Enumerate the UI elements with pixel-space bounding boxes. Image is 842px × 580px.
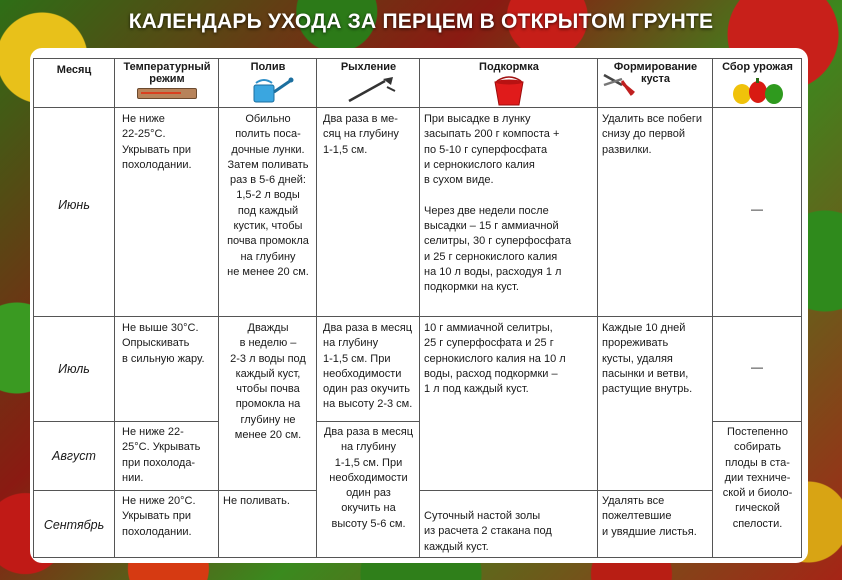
month-june: Июнь: [58, 198, 90, 212]
header-loosening: [317, 61, 420, 105]
header-shaping: [598, 61, 713, 85]
month-august: Август: [52, 449, 96, 463]
bucket-icon: [489, 75, 529, 107]
month-july: Июль: [58, 362, 90, 376]
header-harvest-label: Сбор урожая: [722, 61, 793, 73]
header-month: [33, 64, 115, 76]
june-watering: Обильно полить поса- дочные лунки. Затем поливать раз в 5-6 дней: 1,5-2 л воды под каждый кустик, чтобы почва промокла на глубину не менее 20 см.: [227, 113, 309, 278]
header-temperature-label: Температурный режим: [123, 61, 211, 85]
care-calendar-table: [30, 48, 808, 563]
june-harvest: —: [751, 202, 763, 216]
september-watering: Не поливать.: [223, 495, 290, 507]
june-shaping: Удалить все побеги снизу до первой развилки.: [602, 113, 702, 156]
header-harvest: [713, 61, 802, 106]
june-feeding: При высадке в лунку засыпать 200 г компоста + по 5-10 г суперфосфата и сернокислого калия в сухом виде. Через две недели после высадки – 15 г аммиачной селитры, 30 г суперфосфата и 25 г сернокислого калия на 10 л воды, расходуя 1 л подкормки на куст.: [424, 113, 572, 294]
september-shaping: Удалять все пожелтевшие и увядшие листья.: [602, 495, 697, 538]
september-feeding: Суточный настой золы из расчета 2 стакана под каждый куст.: [424, 510, 552, 553]
header-watering: [219, 61, 317, 105]
july-temperature: Не выше 30°С. Опрыскивать в сильную жару.: [122, 322, 205, 365]
hoe-icon: [339, 75, 399, 105]
july-harvest: —: [751, 360, 763, 374]
august-loosening: Два раза в месяц на глубину 1-1,5 см. При необходимости один раз окучить на высоту 5-6 см.: [323, 426, 413, 530]
header-watering-label: Полив: [250, 61, 286, 73]
august-temperature: Не ниже 22- 25°С. Укрывать при похолода- нии.: [122, 426, 201, 484]
header-feeding: [420, 61, 598, 107]
june-loosening: Два раза в ме- сяц на глубину 1-1,5 см.: [323, 113, 399, 156]
watering-can-icon: [238, 75, 298, 105]
thermometer-icon: [137, 88, 197, 99]
pruning-shears-icon: [598, 71, 638, 97]
header-temperature: [115, 61, 219, 99]
header-month-label: Месяц: [56, 64, 92, 76]
header-loosening-label: Рыхление: [340, 61, 397, 73]
june-temperature: Не ниже 22-25°С. Укрывать при похолодании.: [122, 113, 192, 171]
page-title: КАЛЕНДАРЬ УХОДА ЗА ПЕРЦЕМ В ОТКРЫТОМ ГРУНТЕ: [128, 10, 714, 33]
july-feeding: 10 г аммиачной селитры, 25 г суперфосфата и 25 г сернокислого калия на 10 л воды, расход подкормки – 1 л под каждый куст.: [424, 322, 566, 396]
september-temperature: Не ниже 20°С. Укрывать при похолодании.: [122, 495, 196, 538]
header-feeding-label: Подкормка: [479, 61, 539, 73]
july-watering: Дважды в неделю – 2-3 л воды под каждый куст, чтобы почва промокла на глубину не менее 20 см.: [230, 322, 306, 442]
month-september: Сентябрь: [43, 518, 105, 532]
august-harvest: Постепенно собирать плоды в ста- дии техниче- ской и биоло- гической спелости.: [722, 426, 793, 530]
july-shaping: Каждые 10 дней прореживать кусты, удаляя пасынки и ветви, растущие внутрь.: [602, 322, 693, 396]
header-shaping-label: Формирование куста: [613, 61, 698, 85]
july-loosening: Два раза в месяц на глубину 1-1,5 см. При необходимости один раз окучить на высоту 2-3 см.: [323, 322, 413, 411]
peppers-icon: [728, 76, 788, 106]
